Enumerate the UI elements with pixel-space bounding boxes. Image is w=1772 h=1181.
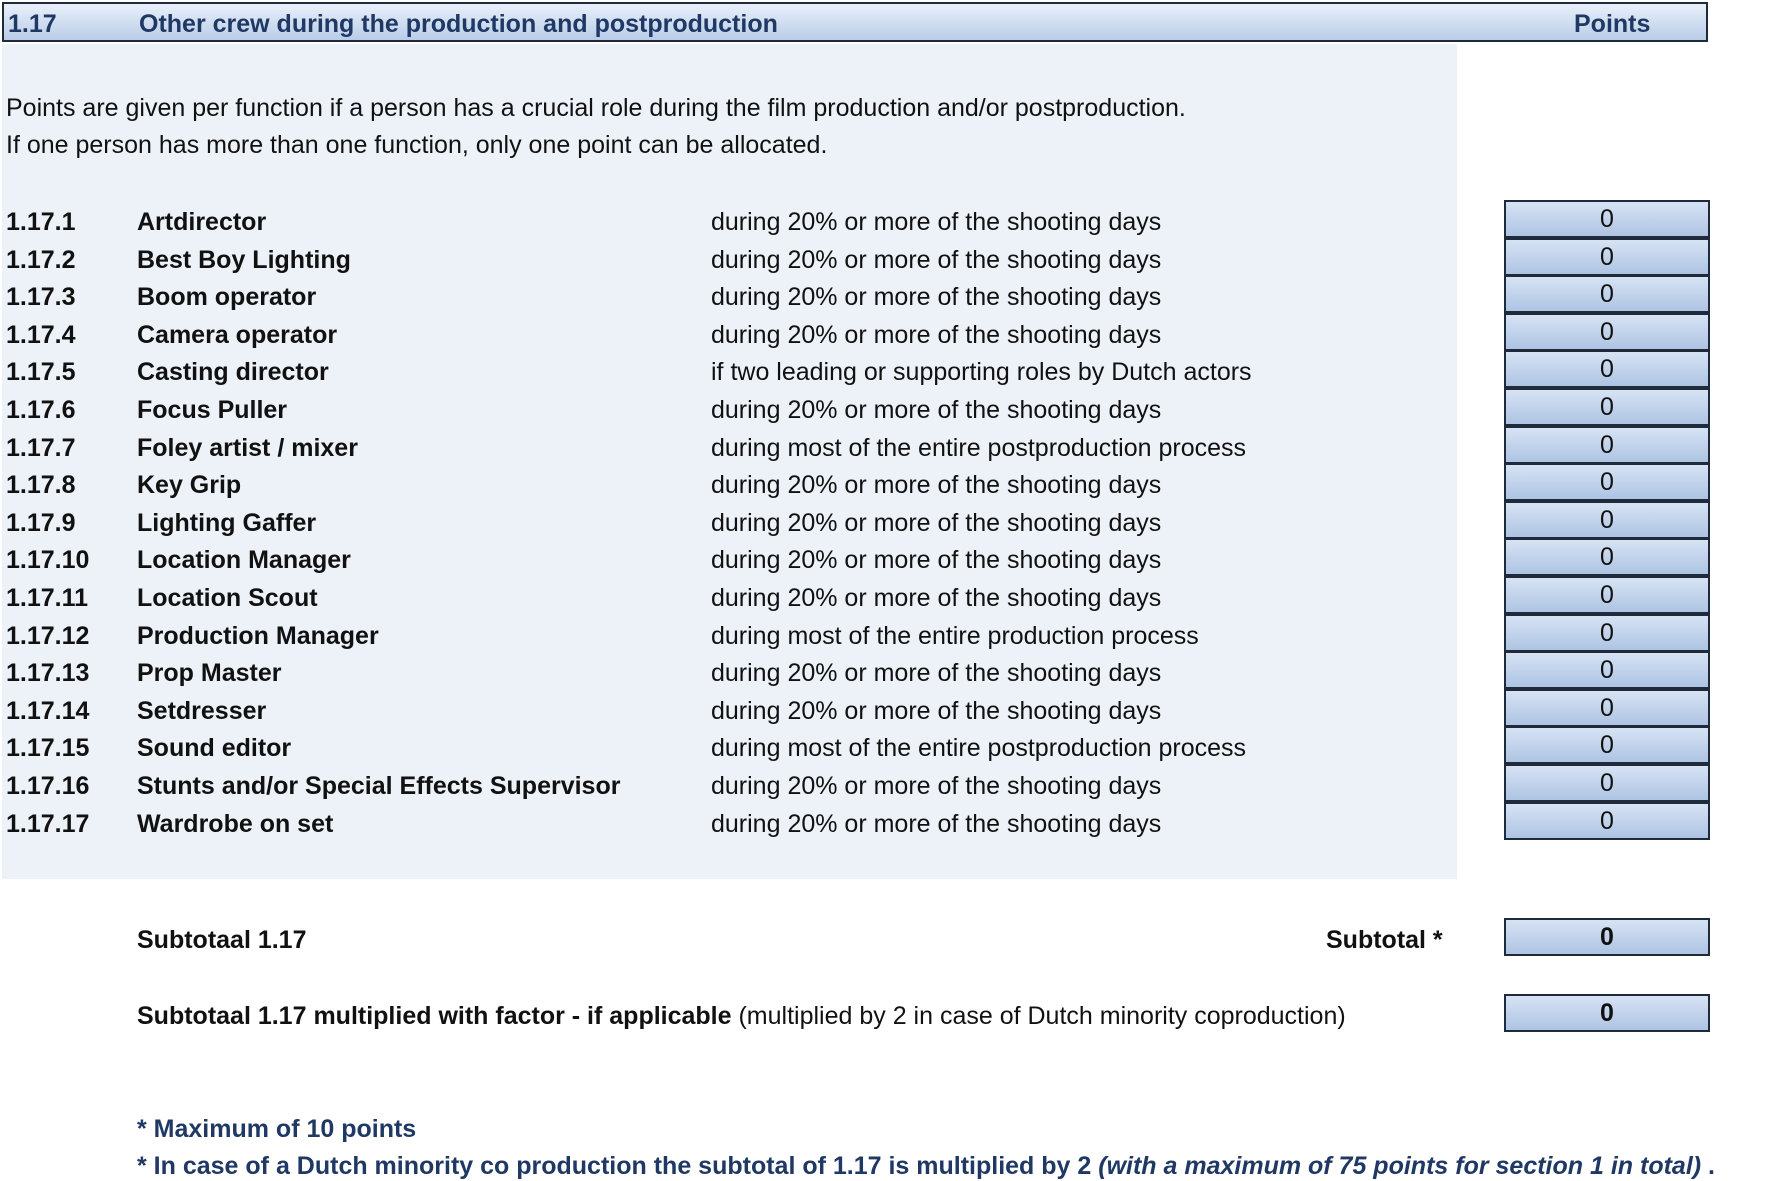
crew-function-condition: during 20% or more of the shooting days	[711, 245, 1162, 274]
crew-function-name: Wardrobe on set	[137, 809, 334, 838]
section-header	[2, 2, 1708, 42]
crew-function-condition: during most of the entire postproduction process	[711, 734, 1247, 763]
multiplied-label-note: (multiplied by 2 in case of Dutch minority coproduction)	[731, 1002, 1346, 1030]
subtotal-value-field[interactable]: 0	[1504, 918, 1710, 956]
crew-points-field[interactable]: 0	[1504, 501, 1710, 539]
crew-function-condition: during 20% or more of the shooting days	[711, 396, 1162, 424]
crew-function-name: Focus Puller	[137, 396, 288, 424]
subtotal-label: Subtotaal 1.17	[137, 926, 307, 954]
intro-line-2: If one person has more than one function, only one point can be allocated.	[6, 131, 828, 159]
subtotal-right-label: Subtotal *	[1326, 926, 1443, 954]
crew-function-condition: during 20% or more of the shooting days	[711, 508, 1162, 537]
crew-points-field[interactable]: 0	[1504, 726, 1710, 764]
crew-row-number: 1.17.2	[6, 245, 76, 274]
crew-function-condition: during 20% or more of the shooting days	[711, 208, 1162, 236]
crew-row-number: 1.17.14	[6, 696, 90, 725]
crew-points-field[interactable]: 0	[1504, 200, 1710, 238]
crew-function-name: Location Scout	[137, 584, 318, 612]
crew-row-number: 1.17.12	[6, 621, 90, 650]
crew-row-number: 1.17.4	[6, 320, 76, 349]
crew-points-field[interactable]: 0	[1504, 275, 1710, 313]
crew-points-field[interactable]: 0	[1504, 388, 1710, 426]
crew-points-field[interactable]: 0	[1504, 463, 1710, 501]
footnote-main-text: * In case of a Dutch minority co production the subtotal of 1.17 is multiplied by 2	[137, 1152, 1099, 1180]
crew-row-number: 1.17.15	[6, 734, 90, 763]
crew-row-number: 1.17.5	[6, 358, 76, 387]
crew-row-number: 1.17.11	[6, 584, 89, 612]
crew-points-field[interactable]: 0	[1504, 313, 1710, 351]
crew-points-field[interactable]: 0	[1504, 689, 1710, 727]
crew-function-name: Sound editor	[137, 734, 292, 763]
crew-points-field[interactable]: 0	[1504, 538, 1710, 576]
crew-row-number: 1.17.7	[6, 433, 76, 462]
crew-points-field[interactable]: 0	[1504, 651, 1710, 689]
crew-function-name: Artdirector	[137, 208, 267, 236]
crew-function-name: Camera operator	[137, 320, 338, 349]
crew-row-number: 1.17.3	[6, 283, 76, 312]
crew-function-condition: during 20% or more of the shooting days	[711, 283, 1162, 312]
footnote-maximum: * Maximum of 10 points	[137, 1115, 417, 1143]
crew-row-number: 1.17.8	[6, 471, 76, 500]
crew-row-number: 1.17.6	[6, 396, 76, 424]
crew-function-name: Stunts and/or Special Effects Supervisor	[137, 772, 621, 800]
crew-function-name: Key Grip	[137, 471, 242, 500]
crew-function-condition: during 20% or more of the shooting days	[711, 584, 1162, 612]
crew-row-number: 1.17.17	[6, 809, 90, 838]
crew-points-field[interactable]: 0	[1504, 764, 1710, 802]
crew-function-name: Location Manager	[137, 546, 351, 575]
crew-points-field[interactable]: 0	[1504, 350, 1710, 388]
multiplied-label	[137, 1002, 1346, 1031]
multiplied-label-bold: Subtotaal 1.17 multiplied with factor - if applicable	[137, 1002, 732, 1030]
section-title: Other crew during the production and postproduction	[139, 10, 778, 38]
crew-points-field[interactable]: 0	[1504, 426, 1710, 464]
crew-points-field[interactable]: 0	[1504, 576, 1710, 614]
crew-function-condition: during 20% or more of the shooting days	[711, 809, 1162, 838]
crew-function-condition: during 20% or more of the shooting days	[711, 546, 1162, 575]
crew-function-name: Setdresser	[137, 696, 267, 725]
crew-row-number: 1.17.10	[6, 546, 90, 575]
footnote-italic-text: (with a maximum of 75 points for section 1 in total)	[1098, 1152, 1702, 1180]
intro-line-1: Points are given per function if a person has a crucial role during the film production and/or postproduction.	[6, 94, 1186, 122]
crew-function-name: Lighting Gaffer	[137, 508, 317, 537]
crew-points-field[interactable]: 0	[1504, 614, 1710, 652]
crew-function-condition: during 20% or more of the shooting days	[711, 696, 1162, 725]
crew-function-name: Production Manager	[137, 621, 379, 650]
crew-function-name: Best Boy Lighting	[137, 245, 351, 274]
crew-points-field[interactable]: 0	[1504, 238, 1710, 276]
footnote-end: .	[1701, 1152, 1716, 1180]
points-column-header: Points	[1574, 10, 1651, 38]
crew-row-number: 1.17.16	[6, 772, 90, 800]
section-number: 1.17	[8, 10, 57, 38]
crew-function-condition: during 20% or more of the shooting days	[711, 471, 1162, 500]
crew-function-condition: during 20% or more of the shooting days	[711, 772, 1162, 800]
crew-function-name: Foley artist / mixer	[137, 433, 358, 462]
crew-function-name: Casting director	[137, 358, 329, 387]
crew-row-number: 1.17.1	[6, 208, 76, 236]
crew-function-name: Prop Master	[137, 659, 282, 688]
crew-row-number: 1.17.9	[6, 508, 76, 537]
crew-function-condition: during most of the entire production process	[711, 621, 1199, 650]
multiplied-value-field[interactable]: 0	[1504, 994, 1710, 1032]
crew-row-number: 1.17.13	[6, 659, 90, 688]
footnote-minority-coproduction	[137, 1152, 1715, 1181]
crew-points-field[interactable]: 0	[1504, 802, 1710, 840]
crew-function-condition: during most of the entire postproduction process	[711, 433, 1247, 462]
crew-function-condition: during 20% or more of the shooting days	[711, 320, 1162, 349]
crew-function-condition: if two leading or supporting roles by Dutch actors	[711, 358, 1252, 387]
crew-function-condition: during 20% or more of the shooting days	[711, 659, 1162, 688]
crew-function-name: Boom operator	[137, 283, 317, 312]
